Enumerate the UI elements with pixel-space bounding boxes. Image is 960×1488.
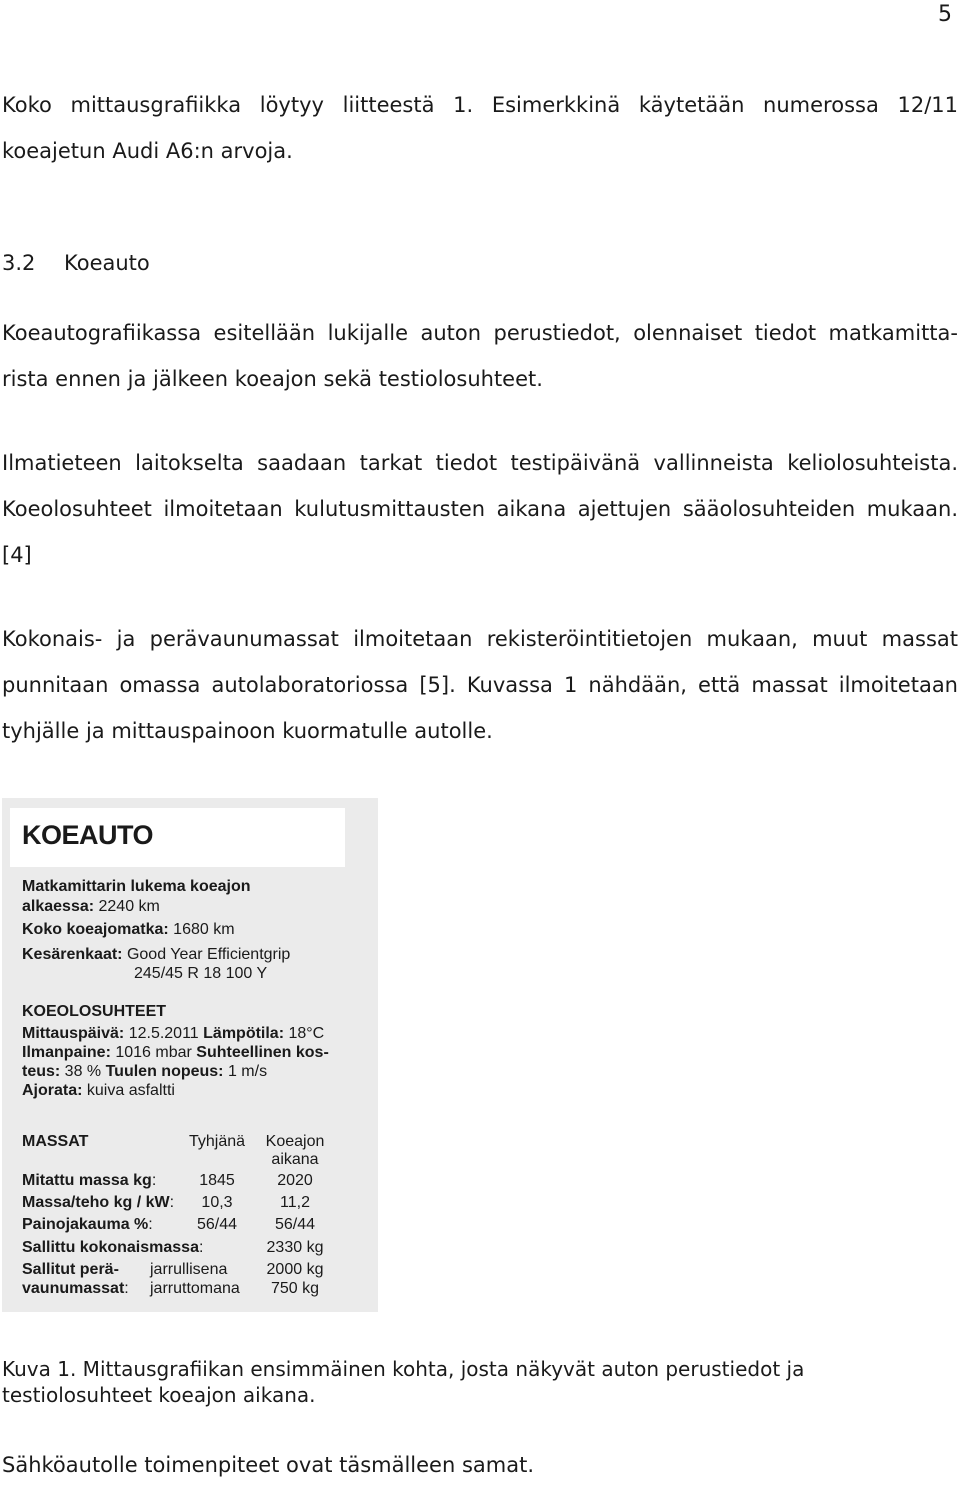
distance-row: Koko koeajomatka: 1680 km bbox=[22, 921, 235, 938]
trailer-mass-label: Sallitut perä- bbox=[22, 1261, 119, 1278]
test-car-figure bbox=[2, 798, 378, 1312]
figure-caption: Kuva 1. Mittausgrafiikan ensimmäinen kohta, josta näkyvät auton perustiedot ja testiolosuhteet koeajon aikana. bbox=[2, 1357, 805, 1407]
humidity-wind-row: teus: 38 % Tuulen nopeus: 1 m/s bbox=[22, 1063, 268, 1080]
section-number: 3.2 bbox=[2, 251, 36, 275]
weight-distribution-label: Painojakauma %: bbox=[22, 1216, 153, 1233]
figure-title: KOEAUTO bbox=[22, 820, 154, 850]
unbraked-label: jarruttomana bbox=[150, 1280, 240, 1297]
braked-label: jarrullisena bbox=[150, 1261, 228, 1278]
measured-mass-label: Mitattu massa kg: bbox=[22, 1172, 157, 1189]
total-mass-value: 2330 kg bbox=[266, 1239, 324, 1256]
section-title: Koeauto bbox=[64, 251, 150, 275]
odometer-label: Matkamittarin lukema koeajon bbox=[22, 878, 251, 895]
measured-mass-empty: 1845 bbox=[199, 1172, 235, 1189]
trailer-mass-label-2: vaunumassat: bbox=[22, 1280, 129, 1297]
braked-value: 2000 kg bbox=[266, 1261, 324, 1278]
col-test-header-2: aikana bbox=[271, 1151, 319, 1168]
power-ratio-test: 11,2 bbox=[280, 1194, 310, 1211]
power-ratio-label: Massa/teho kg / kW: bbox=[22, 1194, 175, 1211]
date-temp-row: Mittauspäivä: 12.5.2011 Lämpötila: 18°C bbox=[22, 1025, 325, 1042]
section-heading bbox=[2, 240, 150, 286]
tires-size: 245/45 R 18 100 Y bbox=[134, 965, 268, 982]
weight-distribution-empty: 56/44 bbox=[196, 1216, 238, 1233]
figure-title-box bbox=[10, 808, 345, 867]
masses-heading: MASSAT bbox=[22, 1133, 89, 1150]
tires-row: Kesärenkaat: Good Year Efficientgrip bbox=[22, 946, 291, 963]
unbraked-value: 750 kg bbox=[270, 1280, 320, 1297]
paragraph-intro: Koko mittausgrafiikka löytyy liitteestä 1. Esimerkkinä käytetään numerossa 12/11 koeajetun Audi A6:n arvoja. bbox=[2, 93, 958, 163]
paragraph-weather: Ilmatieteen laitokselta saadaan tarkat tiedot testipäivänä vallinneista keliolosuhteista. Koeolosuhteet ilmoitetaan kulutusmittausten aikana ajettujen sääolosuhteiden mukaan. [4] bbox=[2, 451, 958, 567]
weight-distribution-test: 56/44 bbox=[274, 1216, 316, 1233]
road-row: Ajorata: kuiva asfaltti bbox=[22, 1082, 175, 1099]
paragraph-final: Sähköautolle toimenpiteet ovat täsmälleen samat. bbox=[2, 1453, 535, 1477]
odometer-row: alkaessa: 2240 km bbox=[22, 898, 160, 915]
power-ratio-empty: 10,3 bbox=[201, 1194, 233, 1211]
paragraph-masses: Kokonais- ja perävaunumassat ilmoitetaan rekisteröintitietojen mukaan, muut massat punnitaan omassa autolaboratoriossa [5]. Kuvassa 1 nähdään, että massat ilmoitetaan tyhjälle ja mittauspainoon kuormatulle autolle. bbox=[2, 627, 958, 743]
conditions-heading: KOEOLOSUHTEET bbox=[22, 1003, 167, 1020]
page-number: 5 bbox=[938, 2, 952, 27]
paragraph-graphic: Koeautografiikassa esitellään lukijalle auton perustiedot, olennaiset tiedot matkamitta-rista ennen ja jälkeen koeajon sekä testiolosuhteet. bbox=[2, 321, 958, 391]
measured-mass-test: 2020 bbox=[277, 1172, 313, 1189]
col-test-header: Koeajon bbox=[265, 1133, 325, 1150]
col-empty-header: Tyhjänä bbox=[188, 1133, 246, 1150]
total-mass-label: Sallittu kokonaismassa: bbox=[22, 1239, 204, 1256]
pressure-row: Ilmanpaine: 1016 mbar Suhteellinen kos- bbox=[22, 1044, 329, 1061]
